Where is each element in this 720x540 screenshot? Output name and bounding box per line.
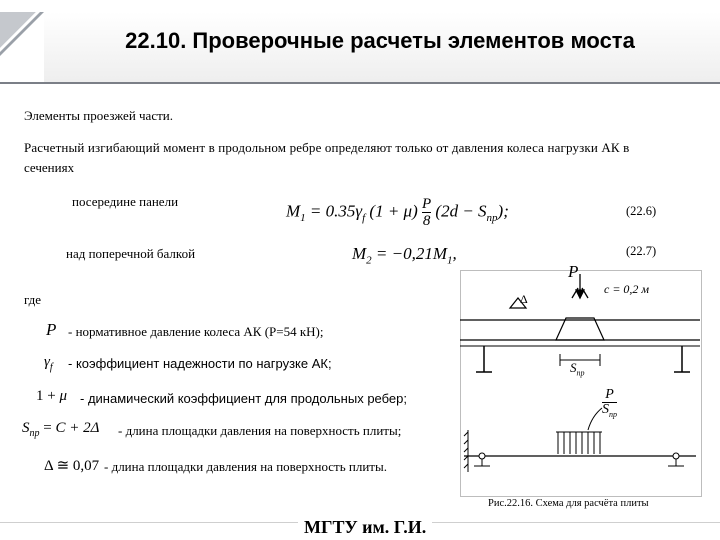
support-left [476, 346, 492, 372]
hatch-left [464, 430, 468, 472]
intro-line-2: сечениях [24, 160, 75, 175]
eqno-22-7: (22.7) [626, 244, 657, 258]
distributed-load [556, 432, 602, 454]
fig-label-delta: Δ [520, 292, 528, 306]
fig-label-p: P [568, 262, 579, 281]
eqno-22-6: (22.6) [626, 204, 657, 218]
page-title: 22.10. Проверочные расчеты элементов моста [125, 28, 635, 53]
case1-label: посередине панели [72, 194, 179, 209]
def-symbol-dyn: 1 + μ [36, 388, 67, 404]
def-symbol-gamma: $\gamma_f$ [44, 354, 53, 373]
def-text-dyn: - динамический коэффициент для продольных ребер; [80, 391, 407, 406]
fig-label-snp: $S_{пр}$ [570, 360, 585, 378]
title-rule [0, 82, 720, 84]
case2-label: над поперечной балкой [66, 246, 196, 261]
def-text-delta: - длина площадки давления на поверхность плиты. [104, 459, 387, 474]
def-symbol-snp: $S_{пр} = C + 2\Delta$ [22, 420, 100, 439]
intro-line-1: Расчетный изгибающий момент в продольном ребре определяют только от давления колеса нагрузки АК в [24, 140, 630, 155]
def-symbol-p: P [46, 320, 57, 339]
section-heading: Элементы проезжей части. [24, 108, 173, 123]
fig-label-p-over-snp: P $S_{пр}$ [602, 387, 617, 419]
formula-22-7: $M_2 = -0,21M_1$, [352, 244, 457, 267]
def-text-p: - нормативное давление колеса АК (Р=54 кН); [68, 324, 324, 339]
def-text-snp: - длина площадки давления на поверхность плиты; [118, 423, 402, 438]
def-text-gamma: - коэффициент надежности по нагрузке АК; [68, 356, 332, 371]
plate-schema-diagram [460, 260, 700, 500]
where-word: где [24, 292, 42, 307]
figure-caption: Рис.22.16. Схема для расчёта плиты [488, 498, 649, 509]
def-symbol-delta: Δ ≅ 0,07 [44, 458, 100, 474]
fig-label-c: c = 0,2 м [604, 282, 650, 296]
corner-decoration [0, 12, 44, 82]
formula-22-6: $M_1 = 0.35\gamma_f$ (1 + μ) $\frac{P}{8}$ $(2d - S_{пр})$; [286, 196, 509, 229]
support-right [674, 346, 690, 372]
footer-text: МГТУ им. Г.И. [298, 517, 432, 538]
